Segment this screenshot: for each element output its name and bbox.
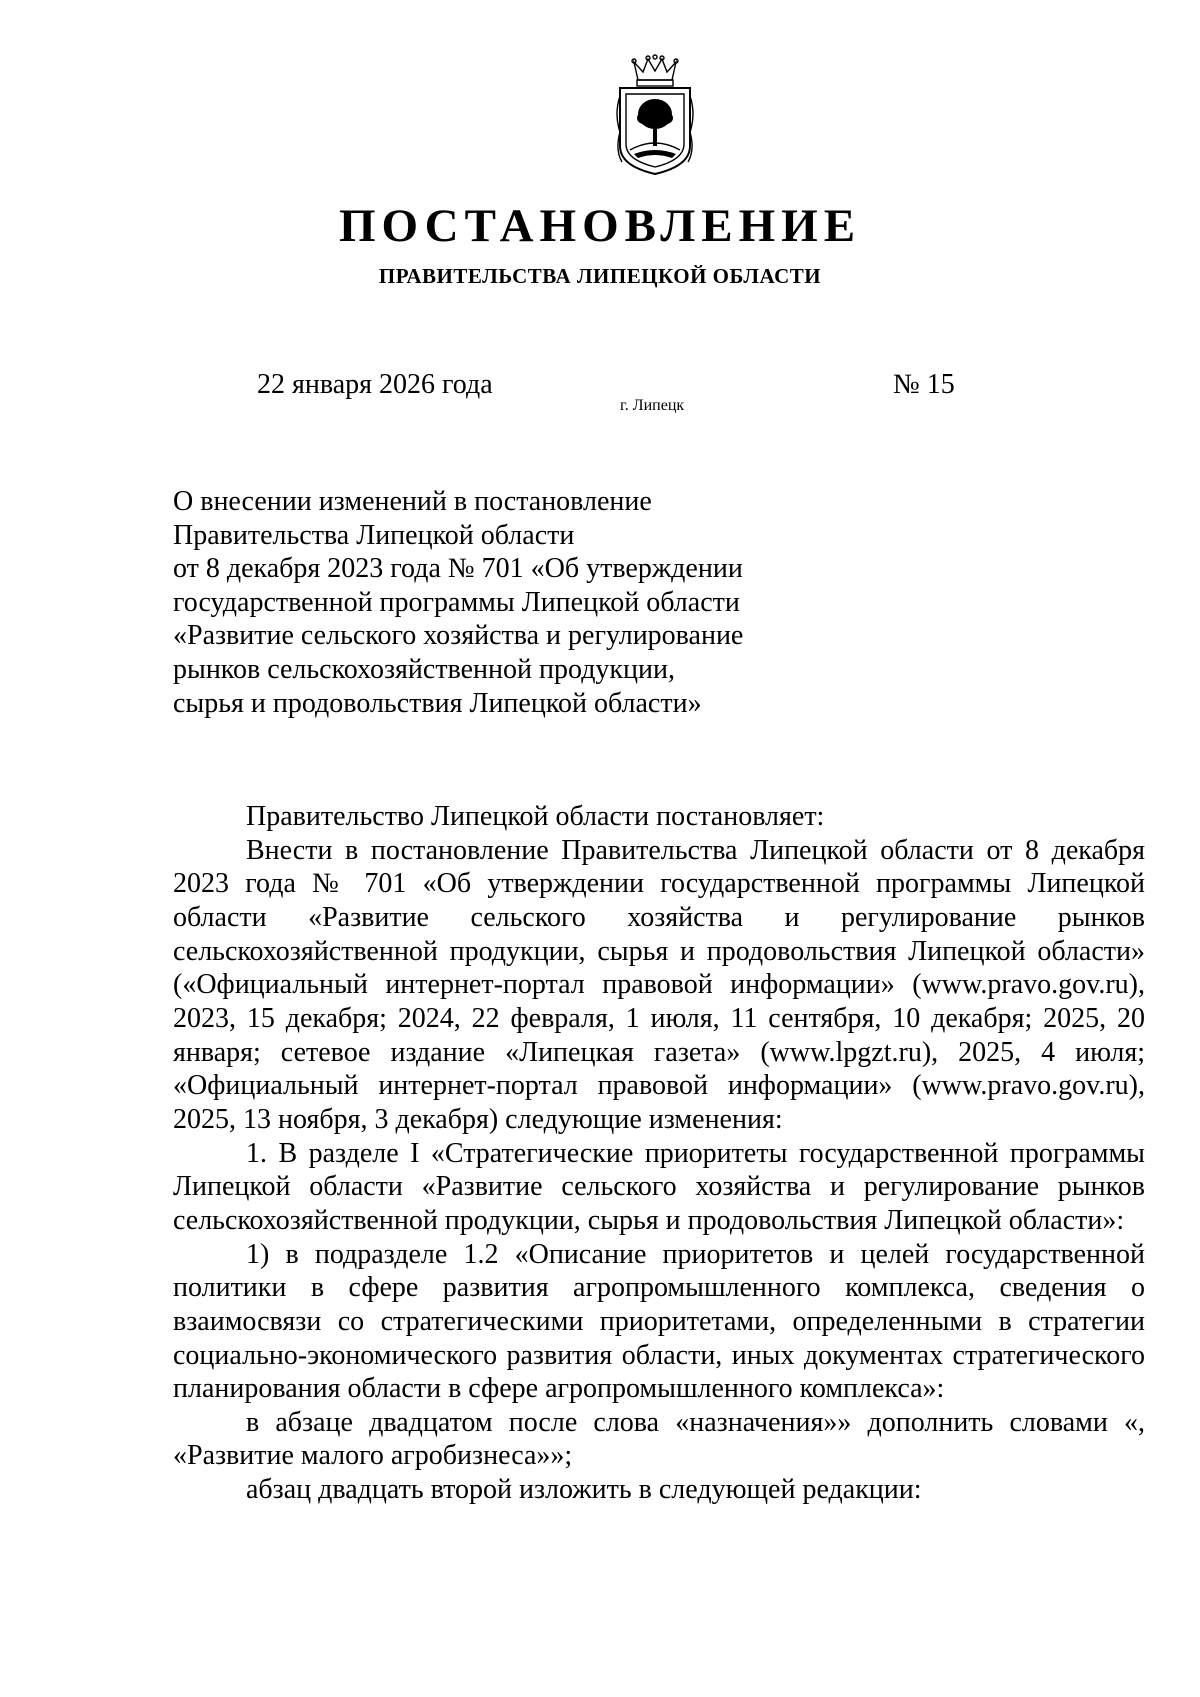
subject-line: «Развитие сельского хозяйства и регулирование — [173, 620, 744, 652]
document-city: г. Липецк — [620, 397, 685, 414]
document-number: № 15 — [893, 369, 955, 400]
paragraph: Внести в постановление Правительства Липецкой области от 8 декабря 2023 года № 701 «Об утверждении государственной программы Липецкой области «Развитие сельского хозяйства и регулирование рынков сельскохозяйственной продукции, сырья и продовольствия Липецкой области» («Официальный интернет-портал правовой информации» (www.pravo.gov.ru), 2023, 15 декабря; 2024, 22 февраля, 1 июля, 11 сентября, 10 декабря; 2025, 20 января; сетевое издание «Липецкая газета» (www.lpgzt.ru), 2025, 4 июля; «Официальный интернет-портал правовой информации» (www.pravo.gov.ru), 2025, 13 ноября, 3 декабря) следующие изменения: — [173, 834, 1145, 1135]
paragraph: 1) в подразделе 1.2 «Описание приоритетов и целей государственной политики в сфере развития агропромышленного комплекса, сведения о взаимосвязи со стратегическими приоритетами, определенными в стратегии социально-экономического развития области, иных документах стратегического планирования области в сфере агропромышленного комплекса»: — [173, 1238, 1145, 1405]
subject-line: рынков сельскохозяйственной продукции, — [173, 653, 675, 685]
subject-line: О внесении изменений в постановление — [173, 486, 652, 517]
document-date: 22 января 2026 года — [257, 369, 493, 400]
subject-line: от 8 декабря 2023 года № 701 «Об утверждении — [173, 553, 743, 585]
resolution-intro: Правительство Липецкой области постановляет: — [246, 801, 825, 832]
issuer-title: ПРАВИТЕЛЬСТВА ЛИПЕЦКОЙ ОБЛАСТИ — [378, 264, 822, 288]
subject-line: сырья и продовольствия Липецкой области» — [173, 687, 702, 719]
subject-line: государственной программы Липецкой области — [173, 586, 740, 618]
paragraph: абзац двадцать второй изложить в следующей редакции: — [246, 1474, 922, 1506]
subject-line: Правительства Липецкой области — [173, 519, 575, 551]
paragraph: 1. В разделе I «Стратегические приоритеты государственной программы Липецкой области «Развитие сельского хозяйства и регулирование рынков сельскохозяйственной продукции, сырья и продовольствия Липецкой области»: — [173, 1137, 1145, 1236]
subject-block — [173, 485, 873, 720]
paragraph: в абзаце двадцатом после слова «назначения»» дополнить словами «, «Развитие малого агробизнеса»»; — [173, 1406, 1145, 1472]
coat-of-arms-icon — [612, 54, 698, 176]
document-type-title: ПОСТАНОВЛЕНИЕ — [338, 200, 862, 252]
body-text — [173, 800, 1145, 1507]
